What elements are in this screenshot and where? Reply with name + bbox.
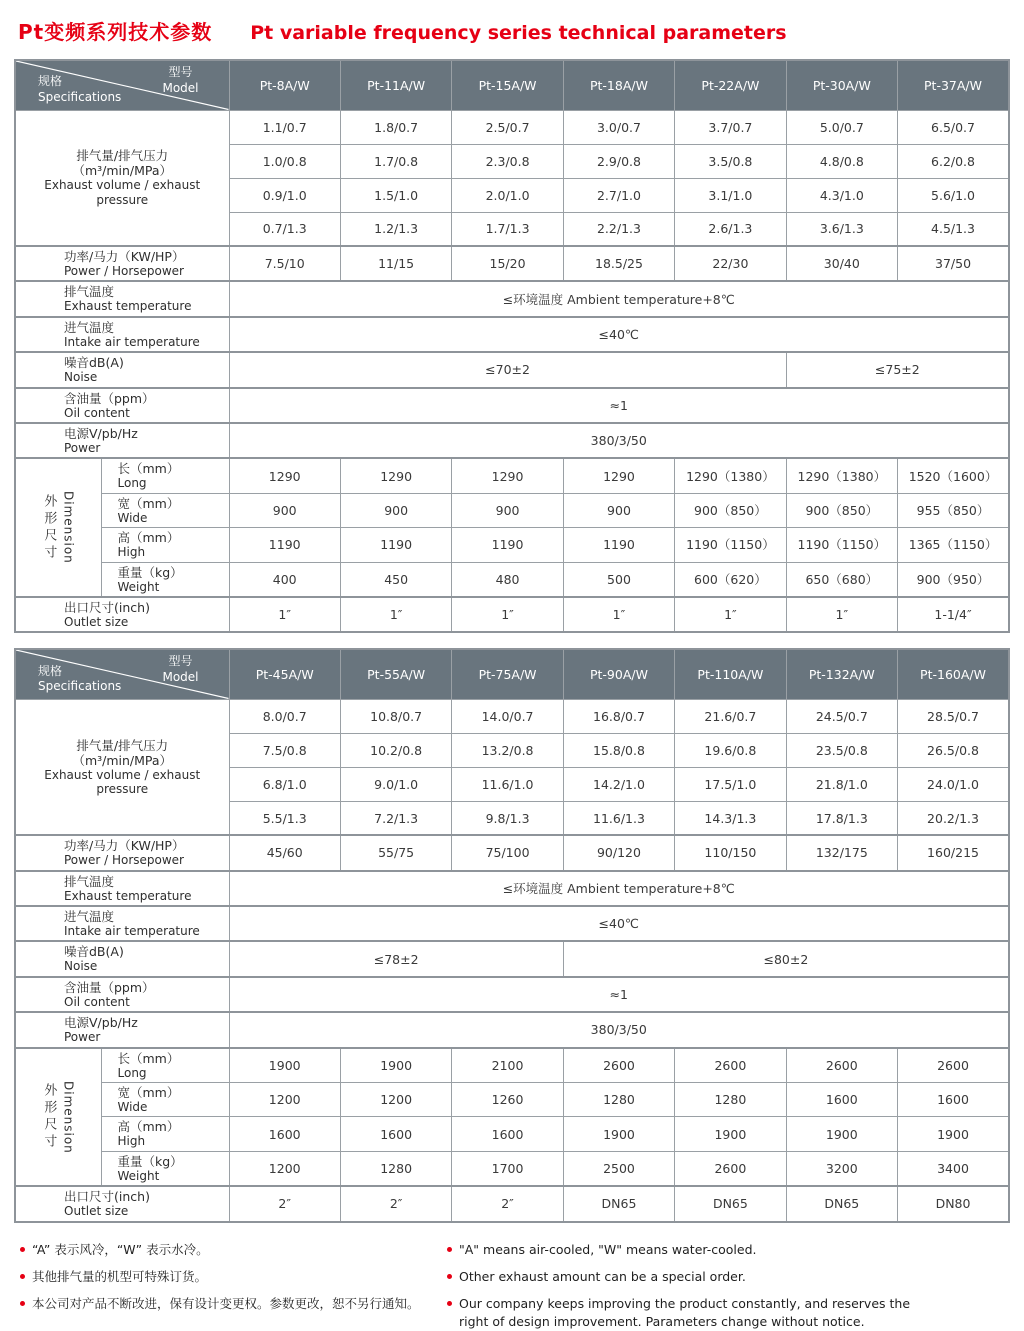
value-cell: 1.7/0.8 [340, 144, 451, 178]
value-cell: 1200 [340, 1083, 451, 1117]
row-label-outlet [15, 1186, 229, 1221]
value-cell: 1200 [229, 1083, 340, 1117]
row-label-intake_temp [15, 317, 229, 352]
value-cell: 1190 [452, 528, 563, 562]
footnote-item [447, 1241, 1022, 1259]
value-cell: 1600 [898, 1083, 1009, 1117]
row-label-zh: 功率/马力（KW/HP） [64, 249, 185, 264]
value-cell: 1900 [898, 1117, 1009, 1151]
model-header: Pt-22A/W [675, 60, 786, 110]
row-label-zh: 噪音dB(A) [64, 944, 124, 960]
value-cell: 17.5/1.0 [675, 767, 786, 801]
value-cell: 1″ [452, 597, 563, 632]
bullet-dot-icon [447, 1247, 452, 1252]
value-cell: 7.5/10 [229, 246, 340, 281]
footnote-item [447, 1295, 1022, 1331]
row-label-zh: 噪音dB(A) [64, 355, 124, 371]
dimension-label-zh: 外形尺寸 [41, 493, 57, 562]
row-label-power_hp [15, 835, 229, 870]
model-header: Pt-30A/W [786, 60, 897, 110]
value-cell: 11.6/1.3 [563, 801, 674, 835]
value-cell: 1190（1150） [675, 528, 786, 562]
row-label-zh: 排气温度 [64, 284, 115, 300]
value-cell: 28.5/0.7 [898, 699, 1009, 733]
model-header: Pt-15A/W [452, 60, 563, 110]
row-label-weight [101, 1151, 229, 1186]
footnotes-right [447, 1241, 1022, 1331]
value-cell: 20.2/1.3 [898, 801, 1009, 835]
row-label-high [101, 528, 229, 562]
bullet-dot-icon [20, 1301, 25, 1306]
value-cell: 1520（1600） [898, 458, 1009, 493]
value-cell: 24.5/0.7 [786, 699, 897, 733]
row-label-power_supply [15, 1012, 229, 1047]
row-label-power_hp [15, 246, 229, 281]
value-cell: 110/150 [675, 835, 786, 870]
value-cell: 1600 [452, 1117, 563, 1151]
page-title-zh: Pt变频系列技术参数 [18, 20, 213, 44]
row-label-en: Power [64, 440, 101, 455]
value-cell: 18.5/25 [563, 246, 674, 281]
row-label-high [101, 1117, 229, 1151]
value-cell: 1280 [563, 1083, 674, 1117]
value-cell: 2100 [452, 1048, 563, 1083]
row-label-zh: 功率/马力（KW/HP） [64, 838, 185, 854]
noise-value-cell: ≤75±2 [786, 352, 1009, 387]
value-cell: 2600 [563, 1048, 674, 1083]
value-cell: DN80 [898, 1186, 1009, 1221]
value-cell: 14.0/0.7 [452, 699, 563, 733]
row-label-en: Outlet size [64, 614, 129, 629]
row-label-en: Power / Horsepower [64, 853, 184, 868]
merged-value-cell: ≤40℃ [229, 906, 1009, 941]
row-label-outlet [15, 597, 229, 632]
value-cell: 955（850） [898, 493, 1009, 527]
row-label-en: Noise [64, 959, 98, 974]
value-cell: 14.2/1.0 [563, 767, 674, 801]
value-cell: 2.0/1.0 [452, 178, 563, 212]
footnote-item [20, 1295, 447, 1313]
dimension-label-en: Dimension [61, 491, 76, 565]
value-cell: 16.8/0.7 [563, 699, 674, 733]
row-label-zh: 宽（mm） [117, 495, 180, 511]
value-cell: 10.2/0.8 [340, 733, 451, 767]
row-label-zh: 宽（mm） [117, 1085, 180, 1101]
row-label-weight [101, 562, 229, 597]
value-cell: 24.0/1.0 [898, 767, 1009, 801]
value-cell: 3400 [898, 1151, 1009, 1186]
value-cell: 1900 [563, 1117, 674, 1151]
value-cell: 13.2/0.8 [452, 733, 563, 767]
merged-value-cell: 380/3/50 [229, 1012, 1009, 1047]
dimension-label-en: Dimension [61, 1080, 76, 1154]
value-cell: 1.0/0.8 [229, 144, 340, 178]
row-label-zh: 高（mm） [117, 530, 180, 546]
merged-value-cell: 380/3/50 [229, 423, 1009, 458]
value-cell: 8.0/0.7 [229, 699, 340, 733]
row-label-zh: 进气温度 [64, 319, 115, 335]
noise-value-cell: ≤80±2 [563, 941, 1009, 976]
value-cell: 3.5/0.8 [675, 144, 786, 178]
model-header: Pt-75A/W [452, 649, 563, 699]
value-cell: 1190 [340, 528, 451, 562]
value-cell: 1.5/1.0 [340, 178, 451, 212]
model-header: Pt-45A/W [229, 649, 340, 699]
footnote-text: Our company keeps improving the product constantly, and reserves the right of design improvement. Parameters change without notice. [459, 1295, 911, 1329]
corner-cell [15, 649, 229, 699]
value-cell: 2″ [340, 1186, 451, 1221]
value-cell: 1″ [786, 597, 897, 632]
value-cell: 1″ [675, 597, 786, 632]
value-cell: 1.7/1.3 [452, 212, 563, 246]
value-cell: 900（950） [898, 562, 1009, 597]
value-cell: 1″ [340, 597, 451, 632]
footnote-text: Other exhaust amount can be a special order. [459, 1268, 746, 1284]
row-label-en: High [117, 545, 146, 560]
value-cell: 21.6/0.7 [675, 699, 786, 733]
row-label-en: Outlet size [64, 1204, 129, 1219]
dimension-group-label [15, 1048, 101, 1187]
value-cell: 15/20 [452, 246, 563, 281]
page-title [14, 12, 1010, 59]
value-cell: 600（620） [675, 562, 786, 597]
merged-value-cell: ≈1 [229, 977, 1009, 1012]
value-cell: 1.2/1.3 [340, 212, 451, 246]
bullet-dot-icon [20, 1274, 25, 1279]
value-cell: 2600 [786, 1048, 897, 1083]
value-cell: 2.9/0.8 [563, 144, 674, 178]
value-cell: 3.7/0.7 [675, 110, 786, 144]
value-cell: 1600 [340, 1117, 451, 1151]
row-label-en: High [117, 1134, 146, 1149]
value-cell: 1900 [229, 1048, 340, 1083]
bullet-dot-icon [447, 1301, 452, 1306]
row-label-exhaust: 排气量/排气压力 （m³/min/MPa） Exhaust volume / exhaust pressure [15, 699, 229, 835]
row-label-zh: 长（mm） [117, 461, 180, 477]
merged-value-cell: ≤40℃ [229, 317, 1009, 352]
row-label-en: Noise [64, 370, 98, 385]
footnotes-left [20, 1241, 447, 1331]
value-cell: 90/120 [563, 835, 674, 870]
row-label-zh: 含油量（ppm） [64, 390, 155, 406]
value-cell: 9.0/1.0 [340, 767, 451, 801]
value-cell: 26.5/0.8 [898, 733, 1009, 767]
value-cell: 11.6/1.0 [452, 767, 563, 801]
value-cell: 7.5/0.8 [229, 733, 340, 767]
row-label-en: Long [117, 1065, 147, 1080]
corner-model-label: 型号 Model [162, 65, 199, 95]
value-cell: 3.1/1.0 [675, 178, 786, 212]
value-cell: 1290 [340, 458, 451, 493]
value-cell: 1.8/0.7 [340, 110, 451, 144]
value-cell: 2600 [675, 1048, 786, 1083]
merged-value-cell: ≤环境温度 Ambient temperature+8℃ [229, 871, 1009, 906]
value-cell: 6.2/0.8 [898, 144, 1009, 178]
row-label-zh: 长（mm） [117, 1050, 180, 1066]
row-label-exhaust_temp [15, 871, 229, 906]
value-cell: 1290 [229, 458, 340, 493]
value-cell: 2.6/1.3 [675, 212, 786, 246]
value-cell: 2″ [229, 1186, 340, 1221]
row-label-en: Exhaust temperature [64, 888, 192, 903]
row-label-noise [15, 352, 229, 387]
corner-spec-label: 规格 Specifications [38, 74, 122, 104]
row-label-zh: 高（mm） [117, 1119, 180, 1135]
row-label-power_supply [15, 423, 229, 458]
value-cell: 1″ [229, 597, 340, 632]
value-cell: 19.6/0.8 [675, 733, 786, 767]
value-cell: 480 [452, 562, 563, 597]
value-cell: 5.6/1.0 [898, 178, 1009, 212]
value-cell: 1290（1380） [675, 458, 786, 493]
value-cell: 900 [229, 493, 340, 527]
noise-value-cell: ≤78±2 [229, 941, 563, 976]
model-header: Pt-8A/W [229, 60, 340, 110]
row-label-zh: 出口尺寸(inch) [64, 1189, 150, 1205]
value-cell: 2.2/1.3 [563, 212, 674, 246]
value-cell: 7.2/1.3 [340, 801, 451, 835]
bullet-dot-icon [447, 1274, 452, 1279]
value-cell: 500 [563, 562, 674, 597]
value-cell: 2.3/0.8 [452, 144, 563, 178]
merged-value-cell: ≈1 [229, 388, 1009, 423]
row-label-en: Long [117, 476, 147, 491]
value-cell: DN65 [563, 1186, 674, 1221]
dimension-group-label [15, 458, 101, 597]
model-header: Pt-110A/W [675, 649, 786, 699]
value-cell: 1.1/0.7 [229, 110, 340, 144]
model-header: Pt-55A/W [340, 649, 451, 699]
value-cell: 1-1/4″ [898, 597, 1009, 632]
row-label-wide [101, 1083, 229, 1117]
model-header: Pt-18A/W [563, 60, 674, 110]
value-cell: 1900 [786, 1117, 897, 1151]
value-cell: 650（680） [786, 562, 897, 597]
footnote-text: “A” 表示风冷，“W” 表示水冷。 [32, 1241, 209, 1257]
value-cell: 4.3/1.0 [786, 178, 897, 212]
row-label-en: Power [64, 1030, 101, 1045]
value-cell: 1900 [340, 1048, 451, 1083]
corner-model-label: 型号 Model [162, 654, 199, 684]
value-cell: DN65 [786, 1186, 897, 1221]
value-cell: 1290（1380） [786, 458, 897, 493]
value-cell: 900 [563, 493, 674, 527]
row-label-en: Oil content [64, 405, 130, 420]
row-label-en: Wide [117, 1100, 148, 1115]
value-cell: 1280 [675, 1083, 786, 1117]
row-label-en: Power / Horsepower [64, 264, 184, 278]
row-label-zh: 电源V/pb/Hz [64, 425, 138, 441]
dimension-label-zh: 外形尺寸 [41, 1082, 57, 1151]
row-label-zh: 重量（kg） [117, 564, 183, 580]
footnote-text: "A" means air-cooled, "W" means water-cooled. [459, 1241, 757, 1257]
row-label-en: Exhaust temperature [64, 299, 192, 314]
footnote-item [447, 1268, 1022, 1286]
noise-value-cell: ≤70±2 [229, 352, 786, 387]
value-cell: 1280 [340, 1151, 451, 1186]
value-cell: 1290 [563, 458, 674, 493]
row-label-exhaust_temp [15, 281, 229, 316]
value-cell: 1900 [675, 1117, 786, 1151]
value-cell: 3.0/0.7 [563, 110, 674, 144]
value-cell: 5.5/1.3 [229, 801, 340, 835]
value-cell: 0.7/1.3 [229, 212, 340, 246]
spec-table-small-models [14, 59, 1010, 633]
model-header: Pt-90A/W [563, 649, 674, 699]
row-label-wide [101, 493, 229, 527]
corner-spec-label: 规格 Specifications [38, 663, 122, 694]
value-cell: 2600 [675, 1151, 786, 1186]
value-cell: 37/50 [898, 246, 1009, 281]
value-cell: 17.8/1.3 [786, 801, 897, 835]
value-cell: 11/15 [340, 246, 451, 281]
value-cell: 900 [340, 493, 451, 527]
model-header: Pt-132A/W [786, 649, 897, 699]
value-cell: 30/40 [786, 246, 897, 281]
value-cell: 1190（1150） [786, 528, 897, 562]
row-label-intake_temp [15, 906, 229, 941]
value-cell: 450 [340, 562, 451, 597]
value-cell: 2500 [563, 1151, 674, 1186]
value-cell: 21.8/1.0 [786, 767, 897, 801]
row-label-en: Weight [117, 1168, 160, 1183]
row-label-oil [15, 977, 229, 1012]
footnote-item [20, 1268, 447, 1286]
value-cell: 1600 [786, 1083, 897, 1117]
row-label-exhaust: 排气量/排气压力 （m³/min/MPa） Exhaust volume / exhaust pressure [15, 110, 229, 246]
bullet-dot-icon [20, 1247, 25, 1252]
value-cell: 2.7/1.0 [563, 178, 674, 212]
footnote-item [20, 1241, 447, 1259]
value-cell: 1″ [563, 597, 674, 632]
row-label-zh: 进气温度 [64, 909, 115, 925]
row-label-en: Oil content [64, 994, 130, 1009]
model-header: Pt-37A/W [898, 60, 1009, 110]
page-title-en: Pt variable frequency series technical parameters [250, 22, 787, 44]
row-label-zh: 出口尺寸(inch) [64, 599, 150, 615]
row-label-long [101, 458, 229, 493]
value-cell: 3200 [786, 1151, 897, 1186]
model-header: Pt-11A/W [340, 60, 451, 110]
row-label-zh: 含油量（ppm） [64, 979, 155, 995]
spec-table-large-models [14, 648, 1010, 1222]
footnote-text: 本公司对产品不断改进，保有设计变更权。参数更改，恕不另行通知。 [32, 1295, 420, 1311]
model-header: Pt-160A/W [898, 649, 1009, 699]
value-cell: 10.8/0.7 [340, 699, 451, 733]
value-cell: 4.5/1.3 [898, 212, 1009, 246]
value-cell: 5.0/0.7 [786, 110, 897, 144]
value-cell: 2.5/0.7 [452, 110, 563, 144]
value-cell: 1190 [563, 528, 674, 562]
value-cell: 45/60 [229, 835, 340, 870]
row-label-zh: 电源V/pb/Hz [64, 1015, 138, 1031]
footnotes [14, 1241, 1010, 1331]
value-cell: 1290 [452, 458, 563, 493]
value-cell: 900（850） [786, 493, 897, 527]
value-cell: 9.8/1.3 [452, 801, 563, 835]
value-cell: 1600 [229, 1117, 340, 1151]
row-label-zh: 排气温度 [64, 873, 115, 889]
value-cell: DN65 [675, 1186, 786, 1221]
value-cell: 75/100 [452, 835, 563, 870]
corner-cell [15, 60, 229, 110]
value-cell: 0.9/1.0 [229, 178, 340, 212]
value-cell: 55/75 [340, 835, 451, 870]
value-cell: 160/215 [898, 835, 1009, 870]
footnote-text: 其他排气量的机型可特殊订货。 [32, 1268, 208, 1284]
value-cell: 1700 [452, 1151, 563, 1186]
value-cell: 6.8/1.0 [229, 767, 340, 801]
value-cell: 1190 [229, 528, 340, 562]
value-cell: 15.8/0.8 [563, 733, 674, 767]
merged-value-cell: ≤环境温度 Ambient temperature+8℃ [229, 281, 1009, 316]
value-cell: 400 [229, 562, 340, 597]
value-cell: 1260 [452, 1083, 563, 1117]
row-label-en: Wide [117, 510, 148, 525]
value-cell: 14.3/1.3 [675, 801, 786, 835]
value-cell: 22/30 [675, 246, 786, 281]
row-label-en: Weight [117, 579, 160, 594]
value-cell: 2600 [898, 1048, 1009, 1083]
row-label-zh: 重量（kg） [117, 1153, 183, 1169]
value-cell: 2″ [452, 1186, 563, 1221]
value-cell: 1200 [229, 1151, 340, 1186]
value-cell: 3.6/1.3 [786, 212, 897, 246]
value-cell: 132/175 [786, 835, 897, 870]
value-cell: 4.8/0.8 [786, 144, 897, 178]
row-label-long [101, 1048, 229, 1083]
row-label-oil [15, 388, 229, 423]
value-cell: 23.5/0.8 [786, 733, 897, 767]
value-cell: 6.5/0.7 [898, 110, 1009, 144]
row-label-noise [15, 941, 229, 976]
value-cell: 1365（1150） [898, 528, 1009, 562]
row-label-en: Intake air temperature [64, 924, 200, 939]
value-cell: 900 [452, 493, 563, 527]
value-cell: 900（850） [675, 493, 786, 527]
row-label-en: Intake air temperature [64, 334, 200, 349]
